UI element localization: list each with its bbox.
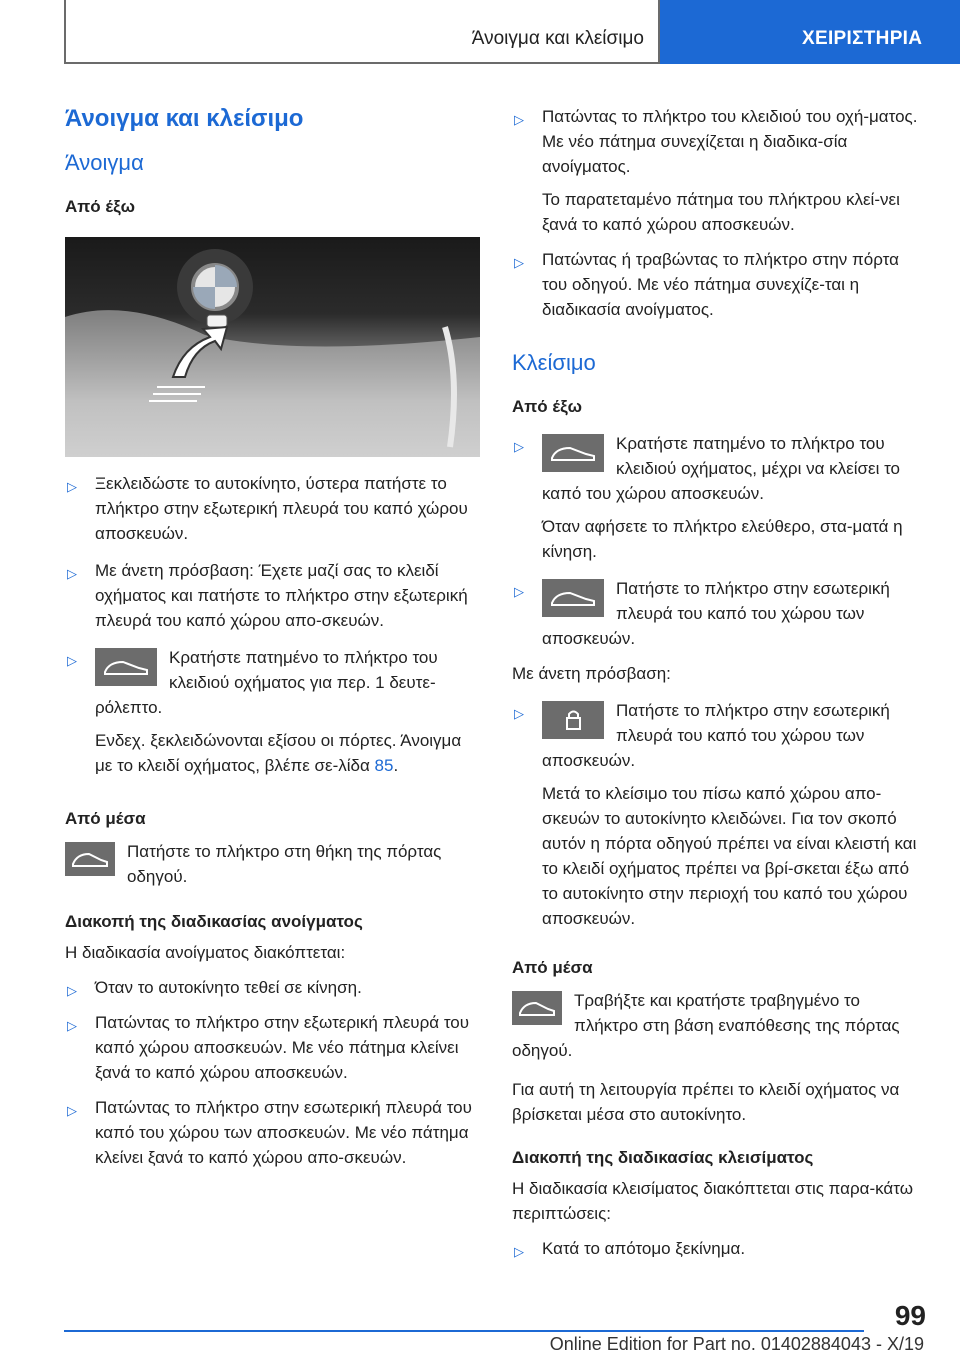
header-section-title: Άνοιγμα και κλείσιμο <box>471 28 644 49</box>
list-item: ▷ Κατά το απότομο ξεκίνημα. <box>512 1236 924 1261</box>
list-item: ▷ Κρατήστε πατημένο το πλήκτρο του κλειδιού οχήματος, μέχρι να κλείσει το καπό του χώρου αποσκευών. <box>514 434 901 503</box>
car-trunk-key-icon <box>542 434 604 472</box>
left-column <box>65 96 480 1170</box>
page-link[interactable]: 85 <box>374 756 394 775</box>
bullet-triangle-icon: ▷ <box>67 479 77 494</box>
page-number: 99 <box>894 1300 926 1331</box>
header-bar <box>64 0 660 64</box>
inside-paragraph: Τραβήξτε και κρατήστε τραβηγμένο το πλήκτρο στη βάση εναπόθεσης της πόρτας οδηγού. <box>512 991 900 1060</box>
door-trunk-button-icon <box>512 991 562 1025</box>
subheading-from-outside: Από έξω <box>512 397 583 416</box>
list-item: ▷ Όταν το αυτοκίνητο τεθεί σε κίνηση. <box>65 975 480 1000</box>
list-item: ▷ Ξεκλειδώστε το αυτοκίνητο, ύστερα πατήστε το πλήκτρο στην εξωτερική πλευρά του καπό χώρου αποσκευών. <box>67 474 468 543</box>
bullet-triangle-icon: ▷ <box>514 706 524 721</box>
footer-edition: Online Edition for Part no. 01402884043 - X/19 <box>549 1334 924 1354</box>
subheading-from-inside: Από μέσα <box>65 809 146 828</box>
door-trunk-button-icon <box>65 842 115 876</box>
bullet-triangle-icon: ▷ <box>514 1244 524 1259</box>
subheading-from-inside: Από μέσα <box>512 958 593 977</box>
list-item: ▷ Με άνετη πρόσβαση: Έχετε μαζί σας το κλειδί οχήματος και πατήστε το πλήκτρο στην εξωτερική πλευρά του καπό χώρου απο-σκευών. <box>67 561 468 630</box>
inside-note: Για αυτή τη λειτουργία πρέπει το κλειδί οχήματος να βρίσκεται μέσα στο αυτοκίνητο. <box>512 1080 900 1124</box>
interrupt-intro: Η διαδικασία ανοίγματος διακόπτεται: <box>65 943 346 962</box>
bullet-triangle-icon: ▷ <box>514 112 524 127</box>
list-item: ▷ Πατώντας ή τραβώντας το πλήκτρο στην πόρτα του οδηγού. Με νέο πάτημα συνεχίζε-ται η διαδικασία ανοίγματος. <box>514 250 899 319</box>
sub-paragraph: Μετά το κλείσιμο του πίσω καπό χώρου απο-σκευών το αυτοκίνητο κλειδώνει. Για τον σκοπό αυτόν η πόρτα οδηγού πρέπει να είναι κλειστή και το κλειδί οχήματος πρέπει να βρί-σκεται έξω από το αυτοκίνητο στην περιοχή του καπό του χώρου αποσκευών. <box>542 784 917 928</box>
interrupt-intro: Η διαδικασία κλεισίματος διακόπτεται στις παρα-κάτω περιπτώσεις: <box>512 1179 913 1223</box>
note-paragraph: Ενδεχ. ξεκλειδώνονται εξίσου οι πόρτες. Άνοιγμα με το κλειδί οχήματος, βλέπε σε-λίδα 85. <box>95 731 462 775</box>
list-item: ▷ Πατώντας το πλήκτρο στην εξωτερική πλευρά του καπό χώρου αποσκευών. Με νέο πάτημα κλείνει ξανά το καπό χώρου αποσκευών. <box>67 1013 470 1082</box>
list-item: ▷ Πατήστε το πλήκτρο στην εσωτερική πλευρά του καπό του χώρου των αποσκευών. <box>514 701 890 770</box>
list-item: ▷ Πατώντας το πλήκτρο στην εσωτερική πλευρά του καπό του χώρου των αποσκευών. Με νέο πάτημα κλείνει ξανά το καπό χώρου απο-σκευών. <box>67 1098 472 1167</box>
inside-paragraph: Πατήστε το πλήκτρο στη θήκη της πόρτας οδηγού. <box>65 839 480 889</box>
footer-divider <box>64 1330 864 1332</box>
chapter-tab[interactable]: ΧΕΙΡΙΣΤΗΡΙΑ <box>660 0 960 64</box>
section-closing: Κλείσιμο <box>512 350 596 375</box>
trunk-button-illustration <box>65 237 480 457</box>
bullet-triangle-icon: ▷ <box>514 255 524 270</box>
trunk-photo <box>65 237 480 457</box>
sub-paragraph: Όταν αφήσετε το πλήκτρο ελεύθερο, στα-ματά η κίνηση. <box>542 517 903 561</box>
section-opening: Άνοιγμα <box>65 150 144 175</box>
page-title: Άνοιγμα και κλείσιμο <box>65 105 304 132</box>
bullet-triangle-icon: ▷ <box>67 566 77 581</box>
bullet-triangle-icon: ▷ <box>67 653 77 668</box>
padlock-icon <box>542 701 604 739</box>
subheading-from-outside: Από έξω <box>65 197 136 216</box>
car-trunk-key-icon <box>542 579 604 617</box>
subheading-interrupt-closing: Διακοπή της διαδικασίας κλεισίματος <box>512 1148 814 1167</box>
car-trunk-key-icon <box>95 648 157 686</box>
bullet-triangle-icon: ▷ <box>514 439 524 454</box>
comfort-access-label: Με άνετη πρόσβαση: <box>512 664 671 683</box>
list-item: ▷ Κρατήστε πατημένο το πλήκτρο του κλειδιού οχήματος για περ. 1 δευτε-ρόλεπτο. <box>67 648 438 717</box>
bullet-triangle-icon: ▷ <box>67 1103 77 1118</box>
subheading-interrupt-opening: Διακοπή της διαδικασίας ανοίγματος <box>65 912 363 931</box>
list-item: ▷ Πατήστε το πλήκτρο στην εσωτερική πλευρά του καπό του χώρου των αποσκευών. <box>514 579 890 648</box>
bullet-triangle-icon: ▷ <box>67 983 77 998</box>
bullet-triangle-icon: ▷ <box>514 584 524 599</box>
sub-paragraph: Το παρατεταμένο πάτημα του πλήκτρου κλεί-νει ξανά το καπό χώρου αποσκευών. <box>542 190 900 234</box>
list-item: ▷ Πατώντας το πλήκτρο του κλειδιού του οχή-ματος. Με νέο πάτημα συνεχίζεται η διαδικα-σία ανοίγματος. <box>514 107 918 176</box>
bullet-triangle-icon: ▷ <box>67 1018 77 1033</box>
right-column <box>512 104 924 1261</box>
